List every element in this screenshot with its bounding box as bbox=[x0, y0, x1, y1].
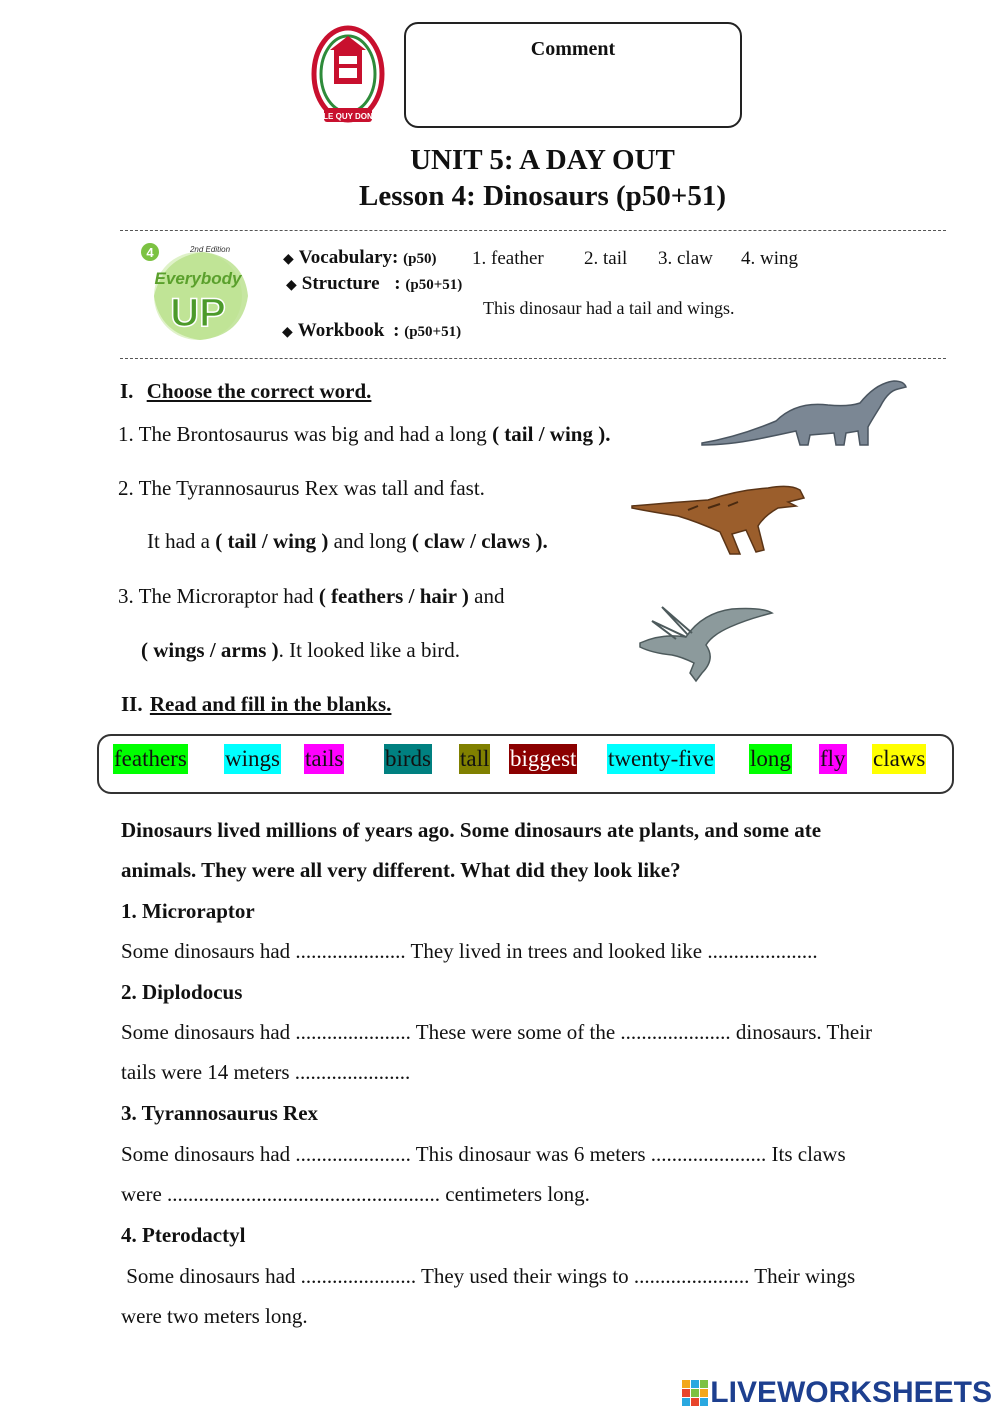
word-bank-item[interactable]: long bbox=[749, 744, 792, 774]
word-bank-item[interactable]: biggest bbox=[509, 744, 577, 774]
paragraph-diplodocus-line1[interactable]: Some dinosaurs had ...................... These were some of the ..................... dinosaurs. Their bbox=[121, 1020, 873, 1044]
paragraph-tyrannosaurus-line2[interactable]: were .................................................... centimeters long. bbox=[121, 1182, 590, 1206]
question-1 bbox=[118, 422, 610, 447]
workbook-line bbox=[282, 320, 461, 342]
word-bank-item[interactable]: fly bbox=[819, 744, 847, 774]
question-1-choice[interactable]: ( tail / wing ). bbox=[492, 422, 611, 446]
liveworksheets-brand bbox=[682, 1376, 992, 1410]
structure-label: Structure bbox=[301, 273, 380, 294]
logo-level: 4 bbox=[146, 245, 154, 260]
question-2-choice-1[interactable]: ( tail / wing ) bbox=[215, 529, 329, 553]
brontosaurus-image bbox=[698, 377, 910, 449]
comment-box[interactable] bbox=[404, 22, 742, 128]
logo-name-top: Everybody bbox=[154, 269, 242, 288]
school-logo-text: LE QUY DON bbox=[323, 112, 373, 121]
paragraph-tyrannosaurus-line1[interactable]: Some dinosaurs had ...................... This dinosaur was 6 meters ...................... Its claws bbox=[121, 1142, 846, 1166]
everybody-up-logo bbox=[140, 240, 250, 344]
divider-top bbox=[120, 230, 946, 231]
vocab-item: 3. claw bbox=[658, 248, 713, 269]
school-logo bbox=[310, 22, 386, 130]
liveworksheets-logo-icon bbox=[682, 1380, 708, 1406]
question-2-line2 bbox=[147, 529, 548, 554]
tyrannosaurus-image bbox=[628, 476, 808, 558]
question-3-choice-2[interactable]: ( wings / arms ) bbox=[141, 638, 279, 662]
question-2-line1: 2. The Tyrannosaurus Rex was tall and fast. bbox=[118, 476, 485, 500]
bullet-diamond-icon: ◆ bbox=[283, 252, 294, 267]
question-3-line1 bbox=[118, 584, 504, 609]
bullet-diamond-icon: ◆ bbox=[286, 278, 297, 293]
lesson-title: Lesson 4: Dinosaurs (p50+51) bbox=[359, 180, 726, 212]
comment-label: Comment bbox=[530, 38, 616, 60]
heading-tyrannosaurus: 3. Tyrannosaurus Rex bbox=[121, 1101, 319, 1125]
workbook-page: (p50+51) bbox=[404, 324, 462, 340]
liveworksheets-text: LIVEWORKSHEETS bbox=[710, 1376, 992, 1409]
vocab-item: 4. wing bbox=[741, 248, 798, 269]
microraptor-image bbox=[632, 603, 774, 685]
section2-number: II. bbox=[121, 692, 143, 716]
unit-title: UNIT 5: A DAY OUT bbox=[410, 144, 675, 176]
word-bank-item[interactable]: feathers bbox=[113, 744, 188, 774]
paragraph-pterodactyl-line2: were two meters long. bbox=[121, 1304, 308, 1328]
heading-microraptor: 1. Microraptor bbox=[121, 899, 255, 923]
passage-intro-line1: Dinosaurs lived millions of years ago. Some dinosaurs ate plants, and some ate bbox=[121, 818, 822, 842]
divider-bottom bbox=[120, 358, 946, 359]
word-bank-item[interactable]: tails bbox=[304, 744, 344, 774]
bullet-diamond-icon: ◆ bbox=[282, 325, 293, 340]
question-3-text-b: and bbox=[468, 584, 505, 608]
section1-title: Choose the correct word. bbox=[146, 379, 372, 403]
question-2-choice-2[interactable]: ( claw / claws ). bbox=[411, 529, 548, 553]
question-1-text: 1. The Brontosaurus was big and had a long bbox=[118, 422, 493, 446]
word-bank-item[interactable]: wings bbox=[224, 744, 281, 774]
vocabulary-label: Vocabulary: bbox=[298, 247, 399, 268]
logo-name-bottom: UP bbox=[170, 291, 226, 335]
section2-heading bbox=[121, 692, 391, 717]
paragraph-microraptor[interactable]: Some dinosaurs had ..................... They lived in trees and looked like ..................... bbox=[121, 939, 818, 963]
structure-page: (p50+51) bbox=[405, 277, 463, 293]
structure-line bbox=[286, 273, 462, 295]
question-3-text-c: . It looked like a bird. bbox=[278, 638, 461, 662]
vocabulary-page: (p50) bbox=[403, 251, 437, 267]
structure-sentence: This dinosaur had a tail and wings. bbox=[483, 298, 735, 318]
word-bank-item[interactable]: claws bbox=[872, 744, 926, 774]
section1-heading bbox=[120, 379, 371, 404]
word-bank-item[interactable]: tall bbox=[459, 744, 490, 774]
question-3-text-a: 3. The Microraptor had bbox=[118, 584, 319, 608]
question-3-choice-1[interactable]: ( feathers / hair ) bbox=[318, 584, 469, 608]
vocab-item: 1. feather bbox=[472, 248, 544, 269]
section1-number: I. bbox=[120, 379, 134, 403]
section2-title: Read and fill in the blanks. bbox=[149, 692, 392, 716]
structure-colon: : bbox=[394, 273, 401, 294]
logo-edition: 2nd Edition bbox=[189, 245, 231, 254]
heading-pterodactyl: 4. Pterodactyl bbox=[121, 1223, 246, 1247]
question-3-line2 bbox=[141, 638, 460, 663]
passage-intro-line2: animals. They were all very different. What did they look like? bbox=[121, 858, 681, 882]
paragraph-pterodactyl-line1[interactable]: Some dinosaurs had ...................... They used their wings to ...................... Their wings bbox=[121, 1264, 856, 1288]
question-2-text-b: and long bbox=[328, 529, 412, 553]
word-bank-item[interactable]: twenty-five bbox=[607, 744, 715, 774]
workbook-label: Workbook bbox=[297, 320, 385, 341]
heading-diplodocus: 2. Diplodocus bbox=[121, 980, 243, 1004]
workbook-colon: : bbox=[393, 320, 400, 341]
vocabulary-line bbox=[283, 247, 436, 269]
word-bank-item[interactable]: birds bbox=[384, 744, 432, 774]
paragraph-diplodocus-line2[interactable]: tails were 14 meters ...................... bbox=[121, 1060, 411, 1084]
vocab-item: 2. tail bbox=[584, 248, 628, 269]
question-2-text-a: It had a bbox=[147, 529, 216, 553]
